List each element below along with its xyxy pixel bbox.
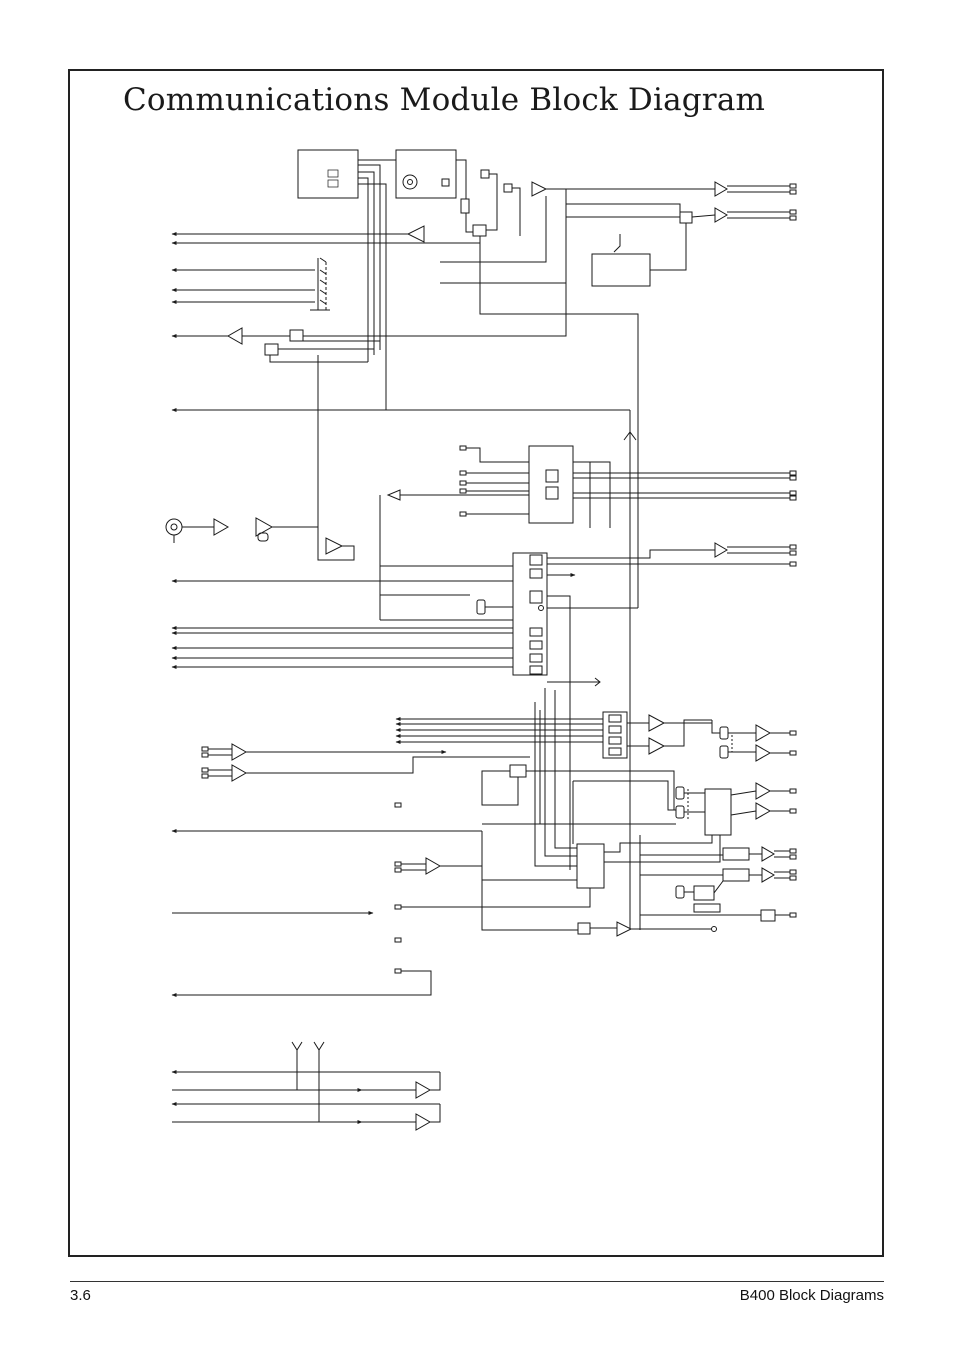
page-title: Communications Module Block Diagram (123, 82, 766, 118)
footer-document-title: B400 Block Diagrams (739, 1287, 884, 1304)
processor-box (705, 789, 731, 835)
lower-right-box (592, 254, 650, 286)
selector-box (603, 712, 627, 758)
footer-section-number: 3.6 (70, 1287, 91, 1304)
footer-rule (70, 1281, 884, 1282)
matrix-box-1 (529, 446, 573, 523)
top-right-box (396, 150, 456, 198)
